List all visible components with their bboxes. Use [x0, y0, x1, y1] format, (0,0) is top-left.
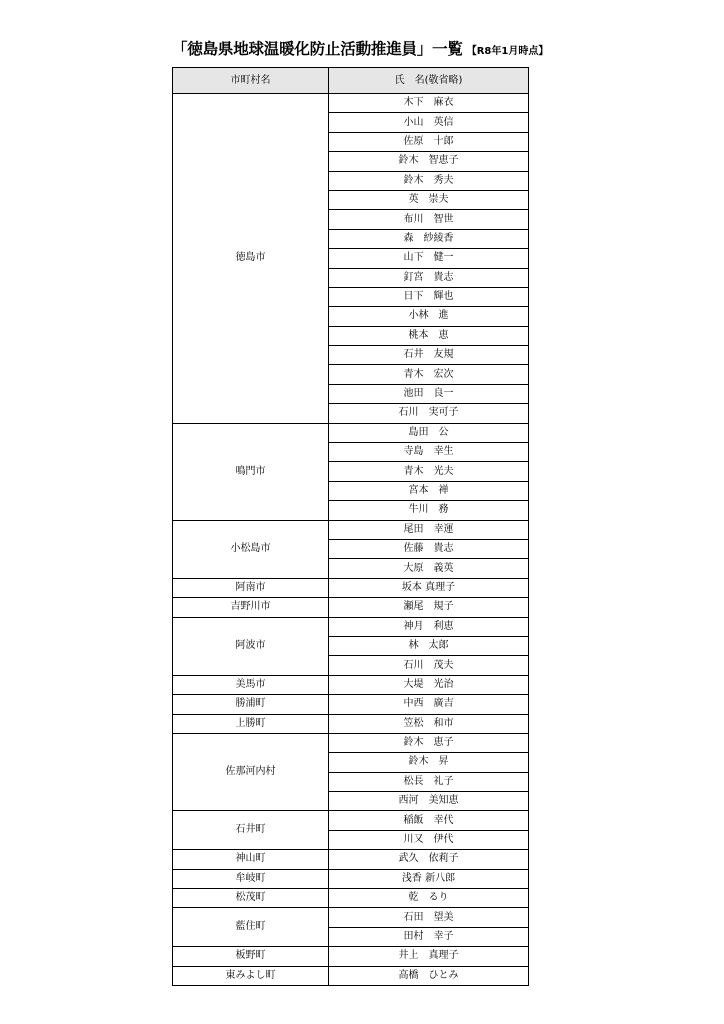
member-name-cell: 神月 利恵: [329, 617, 529, 636]
member-name-cell: 佐藤 貴志: [329, 539, 529, 558]
table-row: [173, 598, 529, 617]
document-title: 「徳島県地球温暖化防止活動推進員」一覧: [172, 40, 463, 58]
table-row: [173, 869, 529, 888]
member-name-cell: 小山 英信: [329, 113, 529, 132]
table-row: [173, 733, 529, 752]
member-name-cell: 鈴木 秀夫: [329, 171, 529, 190]
member-name-cell: 田村 幸子: [329, 927, 529, 946]
member-name-cell: 青木 光夫: [329, 462, 529, 481]
member-name-cell: 島田 公: [329, 423, 529, 442]
member-name-cell: 日下 輝也: [329, 287, 529, 306]
member-name-cell: 瀬尾 規子: [329, 598, 529, 617]
table-row: [173, 947, 529, 966]
municipality-cell: 神山町: [173, 850, 329, 869]
member-name-cell: 宮本 禅: [329, 481, 529, 500]
member-name-cell: 山下 健一: [329, 249, 529, 268]
member-name-cell: 鈴木 昇: [329, 753, 529, 772]
member-name-cell: 石川 実可子: [329, 404, 529, 423]
member-name-cell: 坂本 真理子: [329, 578, 529, 597]
table-row: [173, 695, 529, 714]
table-row: [173, 966, 529, 985]
name-column-header: 氏 名(敬省略): [329, 68, 529, 94]
municipality-column-header: 市町村名: [173, 68, 329, 94]
member-name-cell: 林 太郎: [329, 636, 529, 655]
municipality-cell: 阿南市: [173, 578, 329, 597]
member-name-cell: 布川 智世: [329, 210, 529, 229]
table-row: [173, 908, 529, 927]
member-name-cell: 石井 友規: [329, 346, 529, 365]
table-row: [173, 520, 529, 539]
member-name-cell: 乾 るり: [329, 889, 529, 908]
table-row: [173, 889, 529, 908]
table-row: [173, 94, 529, 113]
table-body: [173, 94, 529, 986]
member-name-cell: 森 紗綾香: [329, 229, 529, 248]
municipality-cell: 鳴門市: [173, 423, 329, 520]
member-name-cell: 稲飯 幸代: [329, 811, 529, 830]
header-row: [173, 68, 529, 94]
member-name-cell: 寺島 幸生: [329, 443, 529, 462]
date-note: 【R8年1月時点】: [466, 46, 549, 57]
municipality-cell: 美馬市: [173, 675, 329, 694]
table-row: [173, 714, 529, 733]
member-name-cell: 鈴木 恵子: [329, 733, 529, 752]
member-name-cell: 木下 麻衣: [329, 94, 529, 113]
member-name-cell: 中西 廣吉: [329, 695, 529, 714]
table-row: [173, 850, 529, 869]
member-name-cell: 尾田 幸運: [329, 520, 529, 539]
member-table: [172, 67, 529, 986]
member-name-cell: 佐原 十郎: [329, 132, 529, 151]
member-name-cell: 松長 礼子: [329, 772, 529, 791]
municipality-cell: 佐那河内村: [173, 733, 329, 811]
member-name-cell: 釘宮 貴志: [329, 268, 529, 287]
member-name-cell: 笠松 和市: [329, 714, 529, 733]
member-name-cell: 川又 伊代: [329, 830, 529, 849]
municipality-cell: 松茂町: [173, 889, 329, 908]
table-row: [173, 423, 529, 442]
member-name-cell: 石田 望美: [329, 908, 529, 927]
municipality-cell: 藍住町: [173, 908, 329, 947]
document-title-block: [172, 37, 552, 59]
member-name-cell: 浅香 新八郎: [329, 869, 529, 888]
member-name-cell: 桃本 恵: [329, 326, 529, 345]
member-name-cell: 青木 宏次: [329, 365, 529, 384]
table-row: [173, 811, 529, 830]
member-name-cell: 大堤 光治: [329, 675, 529, 694]
table-row: [173, 617, 529, 636]
member-name-cell: 牛川 務: [329, 501, 529, 520]
municipality-cell: 勝浦町: [173, 695, 329, 714]
municipality-cell: 東みよし町: [173, 966, 329, 985]
member-name-cell: 石川 茂夫: [329, 656, 529, 675]
member-name-cell: 大原 義英: [329, 559, 529, 578]
municipality-cell: 徳島市: [173, 94, 329, 424]
member-name-cell: 武久 依莉子: [329, 850, 529, 869]
member-name-cell: 西河 美知恵: [329, 792, 529, 811]
municipality-cell: 阿波市: [173, 617, 329, 675]
table-row: [173, 578, 529, 597]
member-name-cell: 高橋 ひとみ: [329, 966, 529, 985]
municipality-cell: 牟岐町: [173, 869, 329, 888]
member-name-cell: 池田 良一: [329, 384, 529, 403]
municipality-cell: 板野町: [173, 947, 329, 966]
table-row: [173, 675, 529, 694]
member-name-cell: 井上 真理子: [329, 947, 529, 966]
member-name-cell: 鈴木 智恵子: [329, 152, 529, 171]
member-name-cell: 英 崇夫: [329, 190, 529, 209]
municipality-cell: 上勝町: [173, 714, 329, 733]
municipality-cell: 吉野川市: [173, 598, 329, 617]
municipality-cell: 石井町: [173, 811, 329, 850]
municipality-cell: 小松島市: [173, 520, 329, 578]
member-name-cell: 小林 進: [329, 307, 529, 326]
